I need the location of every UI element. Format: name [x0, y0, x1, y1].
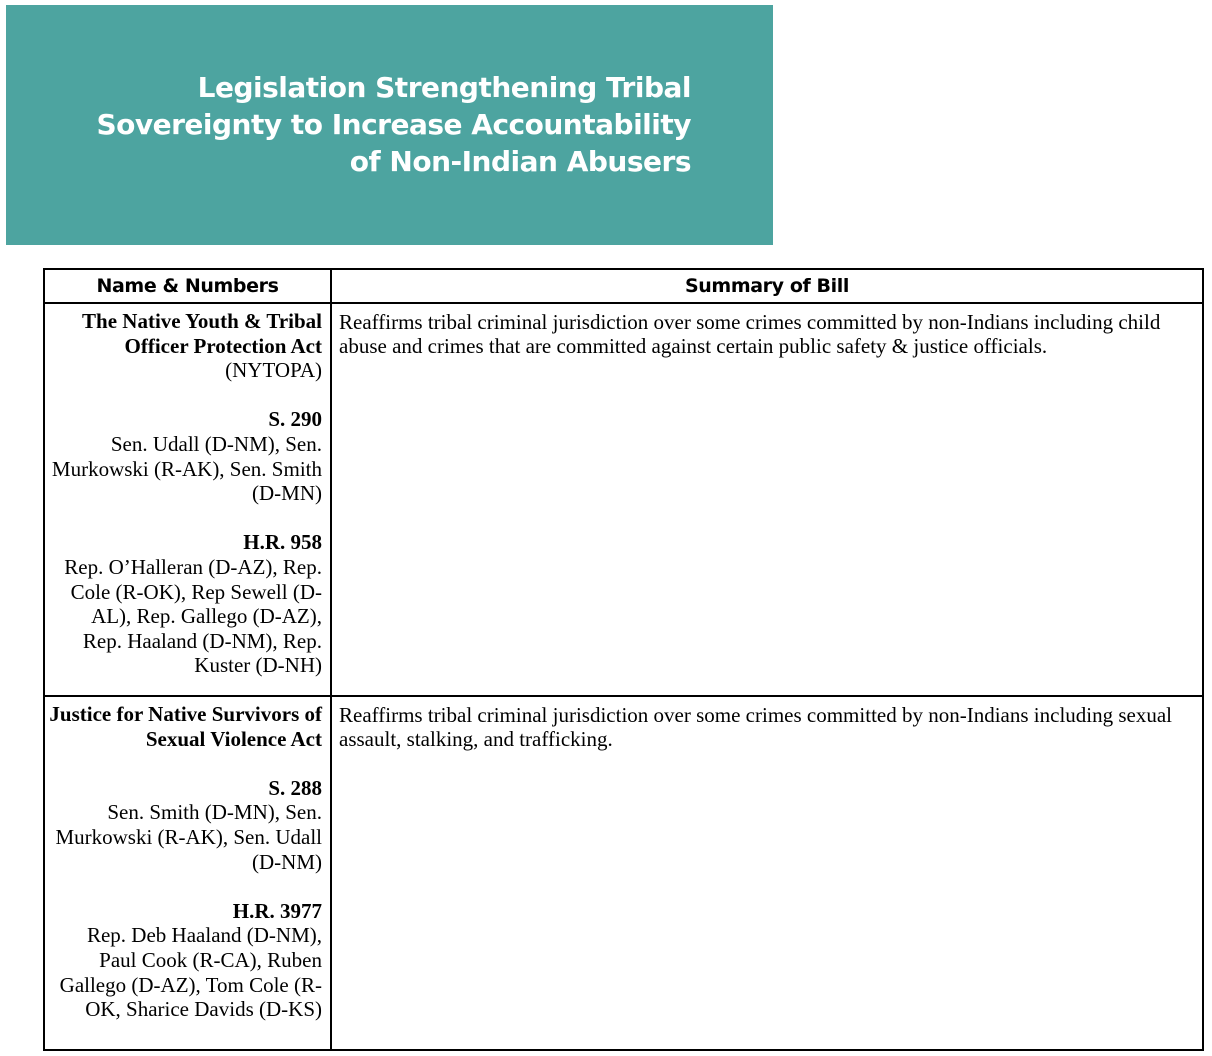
act-title: Justice for Native Survivors of Sexual Violence Act: [49, 702, 322, 751]
bill-summary-cell: Reaffirms tribal criminal jurisdiction over some crimes committed by non-Indians including sexual assault, stalking, and trafficking.: [331, 696, 1203, 1050]
bill-name-cell: [44, 303, 331, 696]
house-bill-number: H.R. 3977: [232, 898, 322, 923]
senate-sponsors: Sen. Udall (D-NM), Sen. Murkowski (R-AK), Sen. Smith (D-MN): [51, 431, 322, 506]
spacer: [49, 874, 322, 899]
spacer: [49, 751, 322, 776]
bills-table: [43, 268, 1204, 1051]
senate-bill-number: S. 290: [268, 407, 322, 432]
bill-summary-cell: Reaffirms tribal criminal jurisdiction over some crimes committed by non-Indians including child abuse and crimes that are committed against certain public safety & justice officials.: [331, 303, 1203, 696]
senate-sponsors: Sen. Smith (D-MN), Sen. Murkowski (R-AK), Sen. Udall (D-NM): [55, 800, 322, 874]
banner-title: [51, 69, 691, 180]
spacer: [49, 383, 322, 408]
house-sponsors: Rep. O’Halleran (D-AZ), Rep. Cole (R-OK), Rep Sewell (D-AL), Rep. Gallego (D-AZ), Rep. Haaland (D-NM), Rep. Kuster (D-NH): [64, 554, 322, 678]
spacer: [49, 506, 322, 531]
senate-bill-number: S. 288: [268, 775, 322, 800]
bill-name-cell: [44, 696, 331, 1050]
banner-title-line: Legislation Strengthening Tribal: [197, 71, 691, 104]
column-header-name: Name & Numbers: [44, 269, 331, 303]
column-header-summary: Summary of Bill: [331, 269, 1203, 303]
act-abbreviation: (NYTOPA): [225, 358, 322, 383]
house-bill-number: H.R. 958: [243, 530, 322, 555]
table-row: [44, 696, 1203, 1050]
title-banner: [6, 5, 773, 245]
house-sponsors: Rep. Deb Haaland (D-NM), Paul Cook (R-CA), Ruben Gallego (D-AZ), Tom Cole (R-OK, Sharice Davids (D-KS): [59, 923, 322, 1022]
banner-title-line: Sovereignty to Increase Accountability: [96, 108, 691, 141]
banner-title-line: of Non-Indian Abusers: [349, 145, 691, 178]
table-header-row: [44, 269, 1203, 303]
act-title: The Native Youth & Tribal Officer Protection Act: [82, 309, 322, 358]
table-row: [44, 303, 1203, 696]
